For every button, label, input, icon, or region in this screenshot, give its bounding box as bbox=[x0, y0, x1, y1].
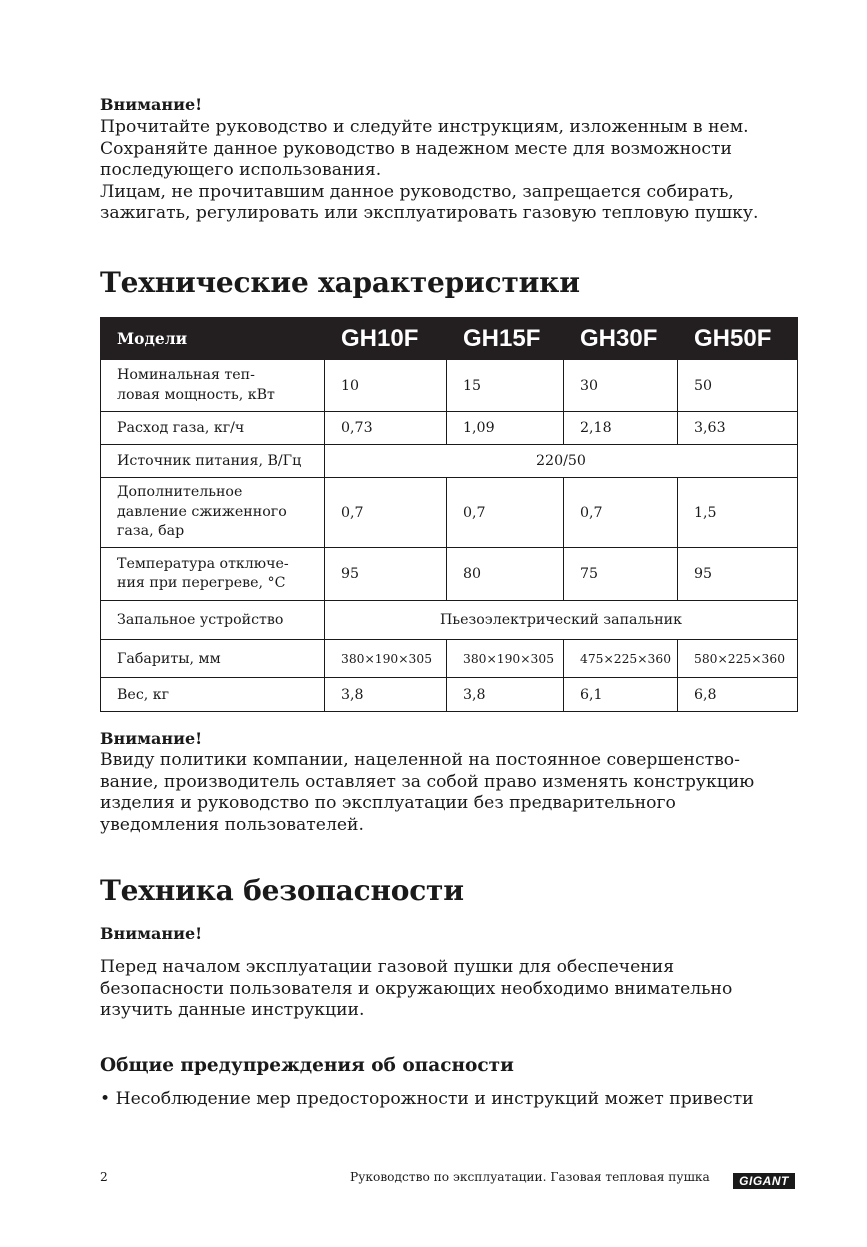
table-cell: 3,8 bbox=[325, 678, 447, 712]
table-cell: 380×190×305 bbox=[325, 640, 447, 678]
table-cell-span: 220/50 bbox=[325, 445, 798, 478]
table-cell: 6,1 bbox=[564, 678, 678, 712]
safety-heading: Техника безопасности bbox=[100, 874, 464, 907]
row-label: Расход газа, кг/ч bbox=[101, 412, 325, 445]
table-cell: 10 bbox=[325, 360, 447, 412]
row-label: Вес, кг bbox=[101, 678, 325, 712]
row-label: Запальное устройство bbox=[101, 601, 325, 640]
table-cell-span: Пьезоэлектрический запальник bbox=[325, 601, 798, 640]
table-cell: 1,5 bbox=[678, 478, 798, 548]
table-cell: 580×225×360 bbox=[678, 640, 798, 678]
safety-line: изучить данные инструкции. bbox=[100, 1000, 365, 1020]
row-label bbox=[101, 548, 325, 601]
row-label-line: ловая мощность, кВт bbox=[117, 386, 275, 403]
intro-line: Сохраняйте данное руководство в надежном месте для возможности bbox=[100, 138, 732, 159]
safety-line: безопасности пользователя и окружающих необходимо внимательно bbox=[100, 978, 733, 999]
table-row bbox=[101, 445, 798, 478]
specs-heading: Технические характеристики bbox=[100, 266, 580, 299]
table-cell: 95 bbox=[678, 548, 798, 601]
table-row bbox=[101, 360, 798, 412]
table-cell: 15 bbox=[447, 360, 564, 412]
intro-line: Лицам, не прочитавшим данное руководство, запрещается собирать, bbox=[100, 181, 734, 202]
brand-logo: GIGANT bbox=[733, 1173, 795, 1189]
table-cell: 80 bbox=[447, 548, 564, 601]
intro-warning-title: Внимание! bbox=[100, 95, 203, 114]
table-cell: 75 bbox=[564, 548, 678, 601]
row-label-line: Номинальная теп- bbox=[117, 367, 255, 383]
notice-paragraph bbox=[100, 750, 800, 836]
notice-line: Ввиду политики компании, нацеленной на постоянное совершенство- bbox=[100, 750, 740, 770]
notice-line: вание, производитель оставляет за собой право изменять конструкцию bbox=[100, 771, 755, 792]
specs-table bbox=[100, 317, 798, 712]
safety-warning-title: Внимание! bbox=[100, 924, 203, 943]
table-cell: 3,8 bbox=[447, 678, 564, 712]
model-header: GH50F bbox=[678, 318, 798, 360]
table-cell: 0,7 bbox=[447, 478, 564, 548]
table-row bbox=[101, 548, 798, 601]
row-label-line: Температура отключе- bbox=[117, 555, 289, 572]
row-label: Габариты, мм bbox=[101, 640, 325, 678]
intro-paragraph bbox=[100, 117, 800, 225]
table-row bbox=[101, 601, 798, 640]
table-row bbox=[101, 678, 798, 712]
model-header: GH30F bbox=[564, 318, 678, 360]
page-number: 2 bbox=[100, 1170, 108, 1184]
row-label bbox=[101, 478, 325, 548]
table-cell: 95 bbox=[325, 548, 447, 601]
bullet-line: • Несоблюдение мер предосторожности и инструкций может привести bbox=[100, 1089, 754, 1109]
row-label-line: ния при перегреве, °C bbox=[117, 575, 286, 591]
model-header: GH10F bbox=[325, 318, 447, 360]
table-cell: 30 bbox=[564, 360, 678, 412]
safety-line: Перед началом эксплуатации газовой пушки для обеспечения bbox=[100, 957, 675, 977]
table-row bbox=[101, 478, 798, 548]
table-cell: 2,18 bbox=[564, 412, 678, 445]
table-row bbox=[101, 640, 798, 678]
safety-paragraph bbox=[100, 957, 800, 1022]
model-header: GH15F bbox=[447, 318, 564, 360]
intro-line: последующего использования. bbox=[100, 160, 382, 180]
table-cell: 6,8 bbox=[678, 678, 798, 712]
row-label bbox=[101, 360, 325, 412]
row-label-line: Дополнительное bbox=[117, 484, 243, 501]
table-header-row bbox=[101, 318, 798, 360]
notice-line: изделия и руководство по эксплуатации без предварительного bbox=[100, 793, 676, 813]
safety-subheading: Общие предупреждения об опасности bbox=[100, 1055, 514, 1076]
table-cell: 0,7 bbox=[325, 478, 447, 548]
row-label-line: давление сжиженного bbox=[117, 503, 287, 520]
row-label-line: газа, бар bbox=[117, 523, 185, 540]
table-cell: 380×190×305 bbox=[447, 640, 564, 678]
safety-bullet bbox=[100, 1089, 800, 1111]
table-cell: 0,73 bbox=[325, 412, 447, 445]
row-label: Источник питания, В/Гц bbox=[101, 445, 325, 478]
table-cell: 475×225×360 bbox=[564, 640, 678, 678]
table-cell: 50 bbox=[678, 360, 798, 412]
table-cell: 1,09 bbox=[447, 412, 564, 445]
table-cell: 3,63 bbox=[678, 412, 798, 445]
intro-line: зажигать, регулировать или эксплуатировать газовую тепловую пушку. bbox=[100, 203, 759, 223]
notice-warning-title: Внимание! bbox=[100, 729, 203, 748]
intro-line: Прочитайте руководство и следуйте инструкциям, изложенным в нем. bbox=[100, 117, 749, 137]
models-header-label: Модели bbox=[101, 318, 325, 360]
notice-line: уведомления пользователей. bbox=[100, 814, 364, 835]
table-row bbox=[101, 412, 798, 445]
table-cell: 0,7 bbox=[564, 478, 678, 548]
footer-title: Руководство по эксплуатации. Газовая тепловая пушка bbox=[350, 1170, 710, 1184]
